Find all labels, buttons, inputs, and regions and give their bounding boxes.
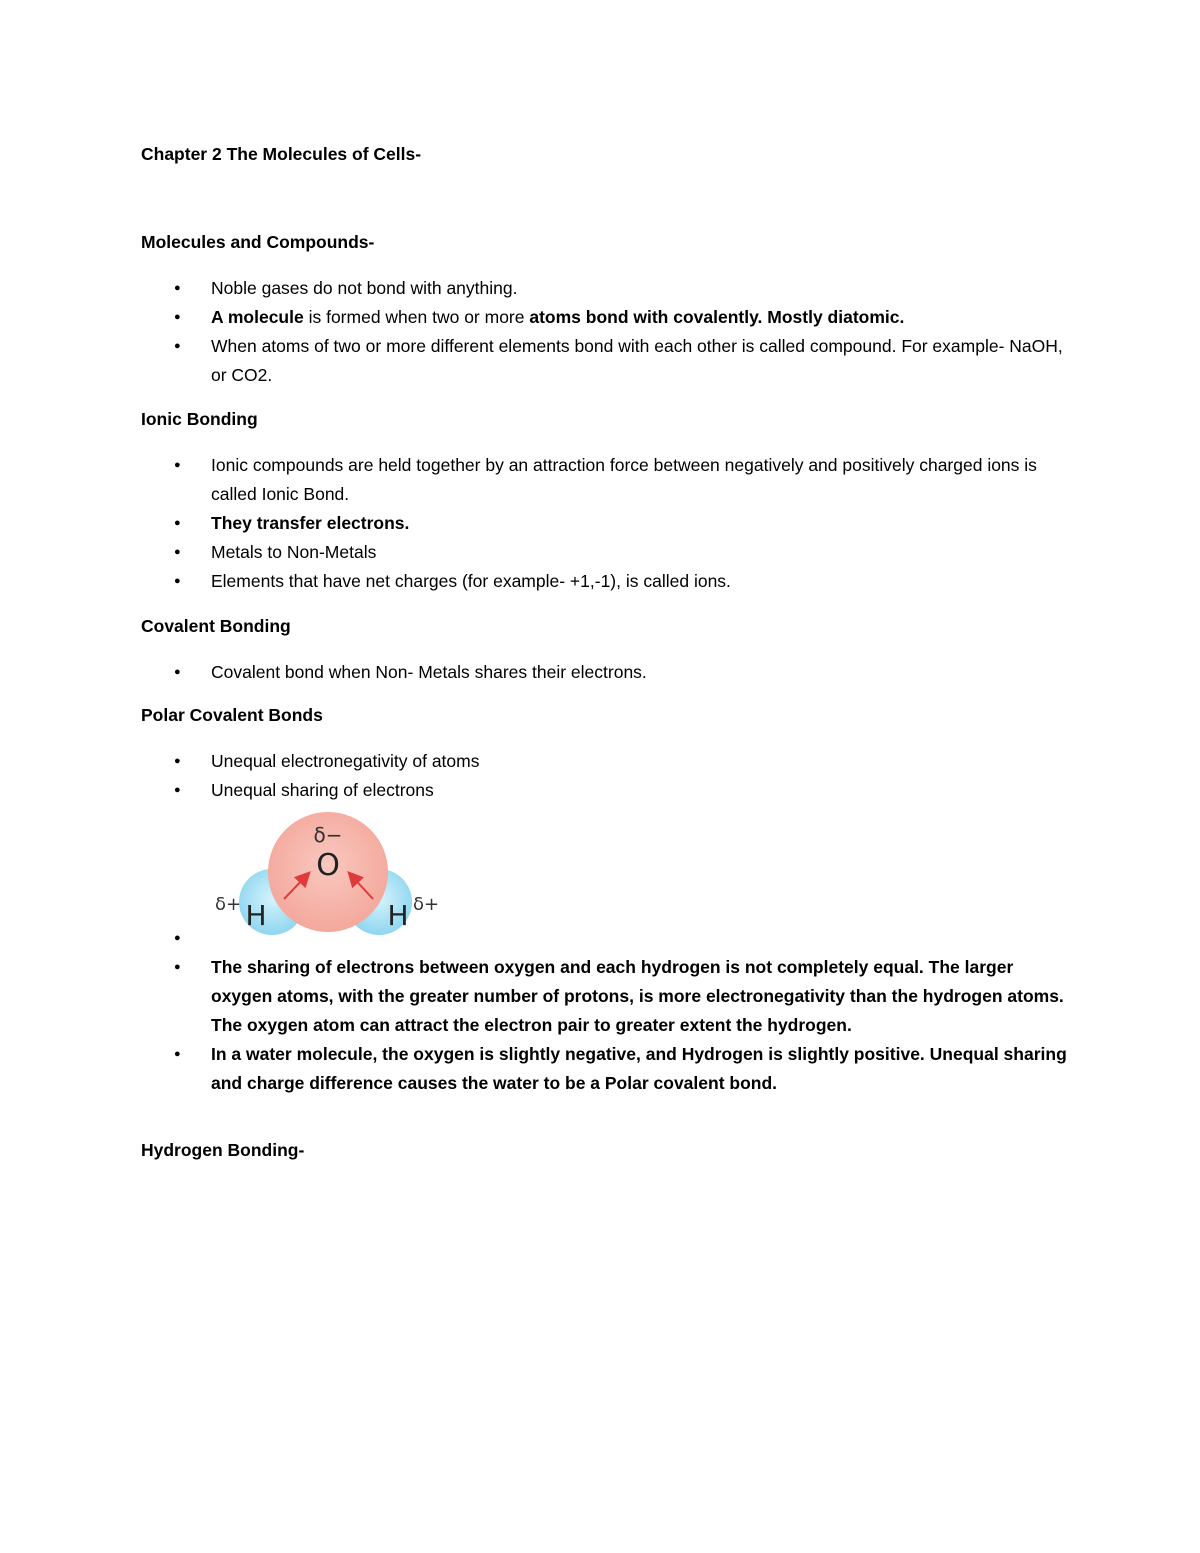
- list-item: ● Elements that have net charges (for example- +1,-1), is called ions.: [141, 567, 1071, 596]
- hydrogen-left-charge: δ+: [214, 894, 242, 915]
- page-title: Chapter 2 The Molecules of Cells-: [141, 144, 422, 164]
- list-item: ● Metals to Non-Metals: [141, 538, 1071, 567]
- list-polar-covalent-b: [141, 924, 1071, 1098]
- oxygen-charge: δ−: [313, 823, 343, 847]
- heading-covalent-bonding: Covalent Bonding: [141, 616, 291, 636]
- list-item: ● When atoms of two or more different elements bond with each other is called compound. For example- NaOH, or CO2.: [141, 332, 1071, 390]
- list-item: ● In a water molecule, the oxygen is slightly negative, and Hydrogen is slightly positive. Unequal sharing and charge difference causes the water to be a Polar covalent bond.: [141, 1040, 1071, 1098]
- list-ionic-bonding: [141, 451, 1071, 596]
- heading-polar-covalent: Polar Covalent Bonds: [141, 705, 323, 725]
- heading-ionic-bonding: Ionic Bonding: [141, 409, 258, 429]
- list-polar-covalent-a: [141, 747, 1071, 805]
- list-item-empty: [141, 924, 1071, 953]
- list-item: ● Unequal electronegativity of atoms: [141, 747, 1071, 776]
- water-molecule-diagram-icon: [212, 812, 442, 938]
- list-covalent-bonding: [141, 658, 1071, 687]
- heading-hydrogen-bonding: Hydrogen Bonding-: [141, 1140, 305, 1160]
- hydrogen-right-charge: δ+: [412, 894, 440, 915]
- list-item: ● Unequal sharing of electrons: [141, 776, 1071, 805]
- hydrogen-left-label: H: [245, 899, 267, 932]
- heading-molecules-compounds: Molecules and Compounds-: [141, 232, 375, 252]
- hydrogen-right-label: H: [387, 899, 409, 932]
- list-item: ● The sharing of electrons between oxygen and each hydrogen is not completely equal. The larger oxygen atoms, with the greater number of protons, is more electronegativity than the hydrogen atoms. The oxygen atom can attract the electron pair to greater extent the hydrogen.: [141, 953, 1071, 1040]
- list-item: ● They transfer electrons.: [141, 509, 1071, 538]
- list-molecules-compounds: [141, 274, 1071, 390]
- list-item: ● A molecule is formed when two or more atoms bond with covalently. Mostly diatomic.: [141, 303, 1071, 332]
- list-item: ● Ionic compounds are held together by an attraction force between negatively and positively charged ions is called Ionic Bond.: [141, 451, 1071, 509]
- list-item: ● Covalent bond when Non- Metals shares their electrons.: [141, 658, 1071, 687]
- oxygen-label: O: [316, 848, 340, 883]
- list-item: ● Noble gases do not bond with anything.: [141, 274, 1071, 303]
